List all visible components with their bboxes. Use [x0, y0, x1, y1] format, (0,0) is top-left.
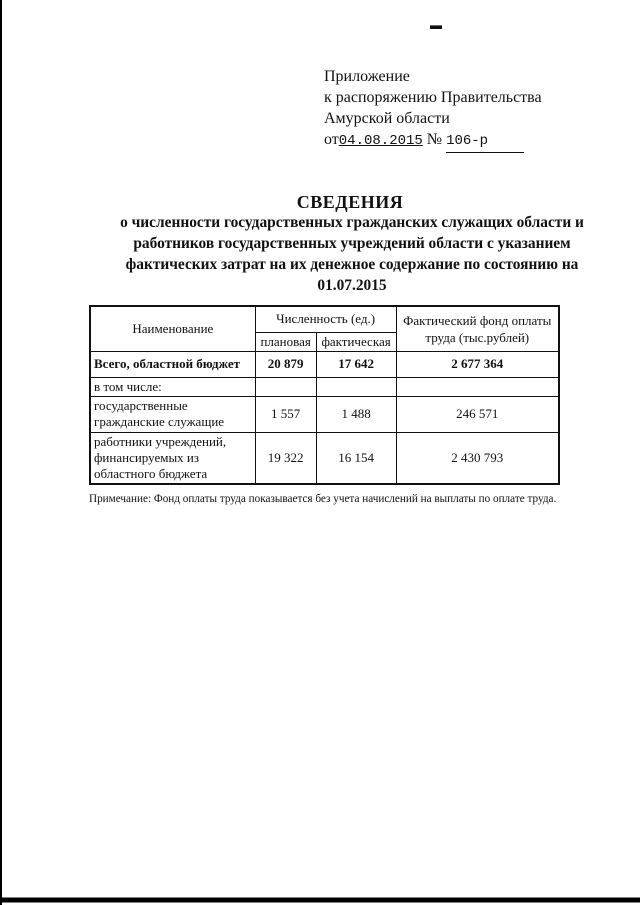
document-date: 04.08.2015	[338, 133, 423, 149]
scan-mark: ▬	[430, 18, 442, 32]
number-label: №	[426, 131, 443, 148]
date-prefix: от	[324, 131, 339, 148]
header-line-3: Амурской области	[324, 110, 450, 127]
document-number: 106-р	[446, 131, 524, 153]
row-planned: 19 322	[255, 432, 316, 484]
row-fund: 246 571	[396, 396, 559, 432]
header-line-2: к распоряжению Правительства	[324, 89, 542, 106]
header-date-line	[324, 129, 542, 153]
row-actual: 17 642	[316, 351, 396, 377]
table-row	[90, 432, 559, 484]
row-fund: 2 677 364	[396, 351, 559, 377]
col-header-actual: фактическая	[316, 332, 396, 351]
row-actual	[316, 377, 396, 396]
appendix-header	[324, 66, 542, 153]
row-fund: 2 430 793	[396, 432, 559, 484]
row-planned	[255, 377, 316, 396]
subtitle-line-2: работников государственных учреждений области с указанием	[133, 235, 571, 252]
document-title: СВЕДЕНИЯ	[296, 192, 404, 212]
table-row	[90, 377, 559, 396]
row-name: государственные гражданские служащие	[90, 396, 255, 432]
table-row	[90, 351, 559, 377]
subtitle-line-1: о численности государственных гражданских служащих области и	[120, 214, 584, 231]
header-line-1: Приложение	[324, 68, 410, 85]
row-name: Всего, областной бюджет	[90, 351, 255, 377]
row-planned: 1 557	[255, 396, 316, 432]
row-actual: 1 488	[316, 396, 396, 432]
footnote: Примечание: Фонд оплаты труда показывается без учета начислений на выплаты по оплате труда.	[89, 493, 557, 505]
subtitle-line-4: 01.07.2015	[317, 277, 387, 294]
col-header-count: Численность (ед.)	[255, 306, 396, 332]
staff-table	[89, 305, 560, 485]
col-header-planned: плановая	[255, 332, 316, 351]
row-fund	[396, 377, 559, 396]
document-subtitle	[72, 212, 632, 296]
table-row	[90, 396, 559, 432]
row-name: в том числе:	[90, 377, 255, 396]
col-header-fund: Фактический фонд оплаты труда (тыс.рублей)	[396, 306, 559, 351]
row-name: работники учреждений, финансируемых из областного бюджета	[90, 432, 255, 484]
row-actual: 16 154	[316, 432, 396, 484]
subtitle-line-3: фактических затрат на их денежное содержание по состоянию на	[125, 256, 579, 273]
col-header-name: Наименование	[90, 306, 255, 351]
row-planned: 20 879	[255, 351, 316, 377]
